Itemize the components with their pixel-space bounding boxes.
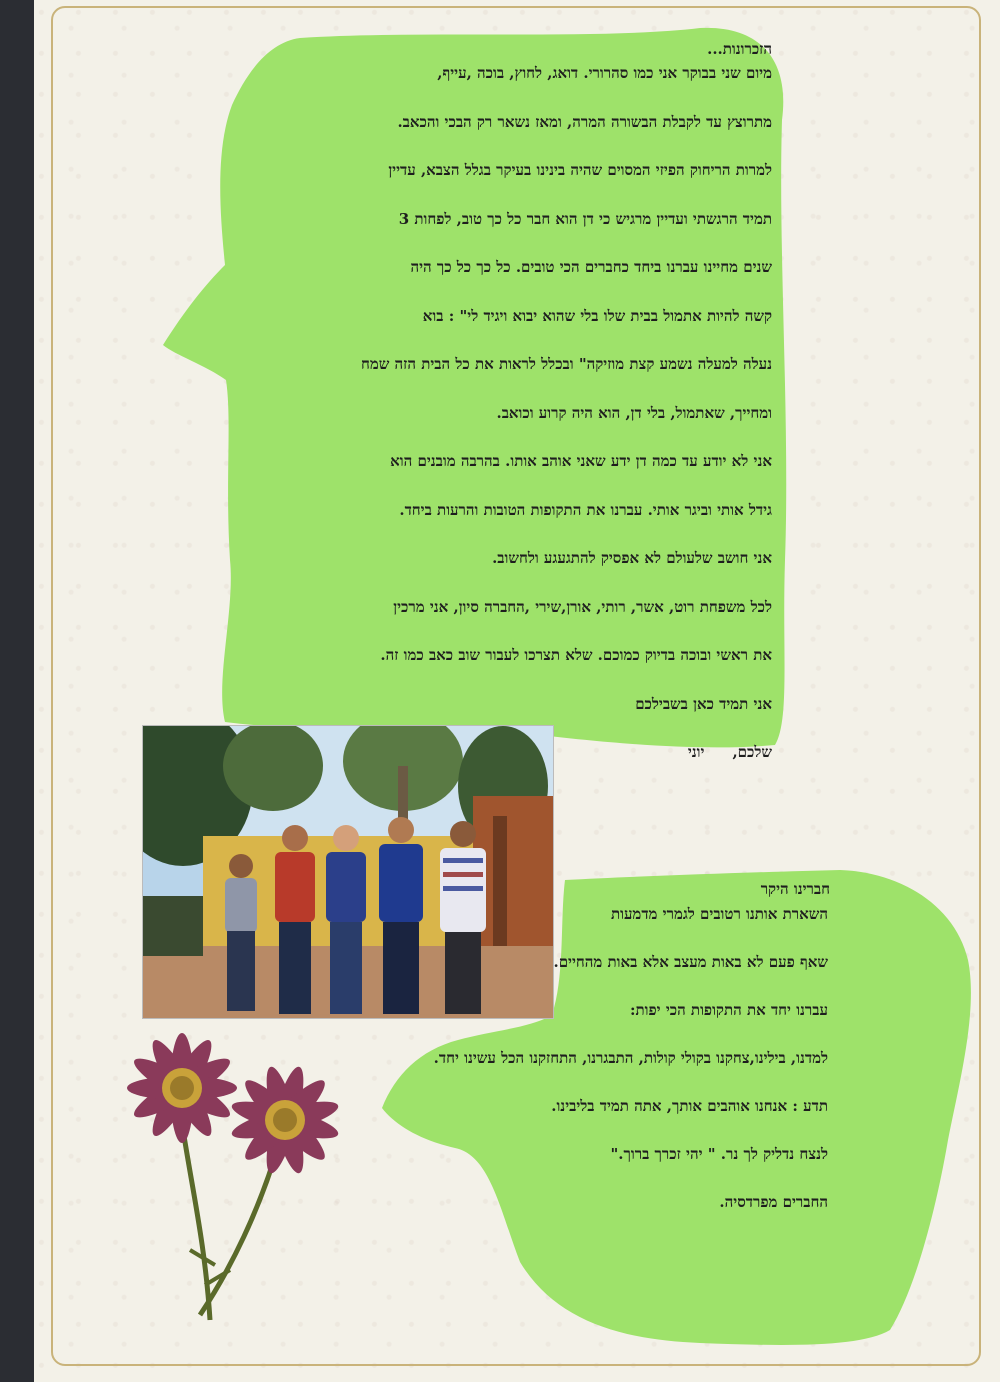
letter-line: שנים מחיינו עברנו ביחד כחברים הכי טובים. כל כך כל כך היה (410, 258, 772, 276)
letter-line: נעלה למעלה נשמע קצת מוזיקה" ובכלל לראות את כל הבית הזה שמח (360, 355, 772, 373)
letter-line: מתרוצץ עד לקבלת הבשורה המרה, ומאז נשאר רק הבכי והכאב. (397, 112, 772, 131)
letter-line: גידל אותי וביגר אותי. עברנו את התקופות הטובות והרעות ביחד. (399, 500, 772, 519)
letter-body (212, 62, 772, 790)
letter-line: לכל משפחת רוט, אשר, רותי, אורן,שירי ,החברה סיון, אני מרכין (393, 597, 772, 616)
tribute-line: למדנו, בילינו,צחקנו בקולי קולות, התבגרנו, התחזקנו הכל עשינו יחד. (433, 1049, 828, 1067)
tribute-line: עברנו יחד את התקופות הכי יפות: (629, 1001, 828, 1019)
tribute-heading: חברינו היקר (760, 880, 830, 898)
letter-line: אני תמיד כאן בשבילכם (635, 694, 772, 713)
letter-line: מיום שני בבוקר אני כמו סהרורי. דואג, לחוץ, בוכה ,עייף, (437, 64, 772, 82)
letter-line: תמיד הרגשתי ועדיין מרגיש כי דן הוא חבר כל כך טוב, לפחות 3 (398, 209, 772, 228)
letter-signature: יוני (687, 743, 705, 761)
tribute-body (408, 903, 828, 1239)
tribute-line: תדע : אנחנו אוהבים אותך, אתה תמיד בליבינו. (551, 1097, 828, 1115)
letter-line: למרות הריחוק הפיזי המסוים שהיה בינינו בעיקר בגלל הצבא, עדיין (388, 161, 772, 179)
letter-line: אני חושב שלעולם לא אפסיק להתגעגע ולחשוב. (492, 549, 772, 567)
letter-closing: שלכם, (732, 743, 772, 761)
letter-line: קשה להיות אתמול בבית שלו בלי שהוא יבוא ויגיד לי" : בוא (422, 306, 772, 325)
tribute-line: החברים מפרדסיה. (719, 1193, 828, 1211)
letter-heading: הזכרונות... (707, 40, 772, 58)
flower-left (127, 1033, 237, 1143)
flower-right (229, 1064, 341, 1176)
letter-line: אני לא יודע עד כמה דן ידע שאני אוהב אותו. בהרבה מובנים הוא (390, 452, 772, 470)
tribute-line: לנצח נדליק לך נר. " יהי זכרך ברוך." (610, 1145, 828, 1163)
pressed-flowers (110, 1020, 360, 1330)
tribute-line: השארת אותנו רטובים לגמרי מדמעות (610, 905, 828, 923)
letter-line: את ראשי ובוכה בדיוק כמוכם. שלא תצרכו לעבור שוב כאב כמו זה. (380, 646, 772, 664)
tribute-line: שאף פעם לא באות מעצב אלא באות מהחיים. (553, 953, 828, 971)
letter-line: ומחייך, שאתמול, בלי דן, הוא היה קרוע וכואב. (496, 403, 772, 422)
